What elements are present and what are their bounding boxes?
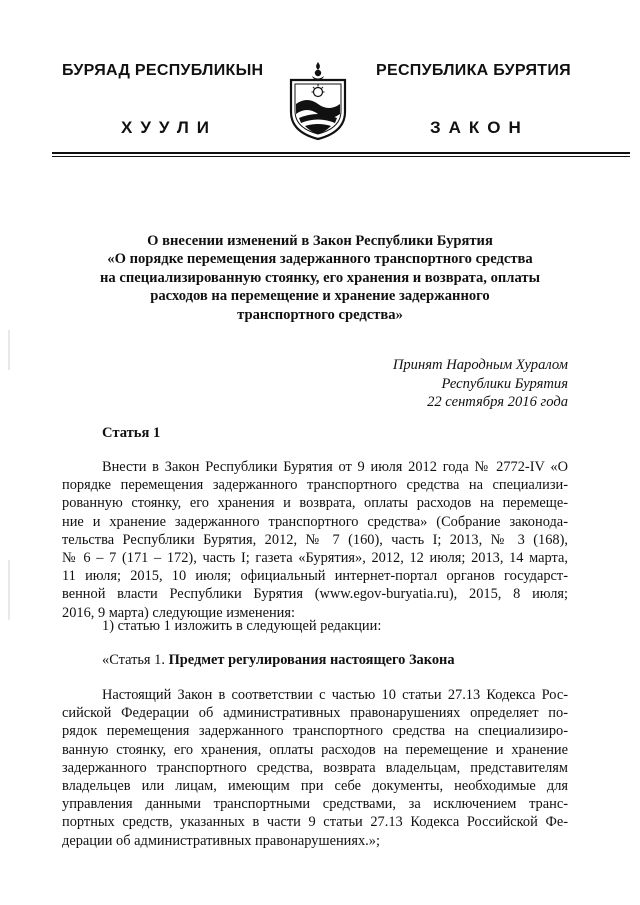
quoted-paragraph xyxy=(62,686,568,850)
header-left-title: БУРЯАД РЕСПУБЛИКЫН xyxy=(62,62,264,79)
text-line: рованную стоянку, его хранения и возврата, оплаты расходов на перемеще- xyxy=(62,495,568,512)
amendment-item xyxy=(62,617,568,635)
text-line: дерации об административных правонарушениях.»; xyxy=(62,832,380,849)
law-title xyxy=(70,232,570,324)
adoption-date: 22 сентября 2016 года xyxy=(427,394,568,410)
text-line: Внести в Закон Республики Бурятия от 9 июля 2012 года № 2772-IV «О xyxy=(102,459,568,475)
title-line: О внесении изменений в Закон Республики Бурятия xyxy=(147,233,493,249)
adoption-line: Республики Бурятия xyxy=(441,375,568,392)
text-line: 11 июля; 2015, 10 июля; официальный интернет-портал органов государст- xyxy=(62,568,568,585)
adoption-line: Принят Народным Хуралом xyxy=(392,357,568,373)
text-line: портных средств, указанных в части 9 статьи 27.13 Кодекса Российской Фе- xyxy=(62,814,568,831)
text-line: ние и хранение задержанного транспортного средства» (Собрание законода- xyxy=(62,513,568,530)
header-divider-thick xyxy=(52,152,630,154)
text-line: рядок перемещения задержанного транспортного средства на специализиро- xyxy=(62,723,568,740)
text-line: 2016, 9 марта) следующие изменения: xyxy=(62,604,295,621)
article-paragraph xyxy=(62,458,568,622)
header-left-subtitle: ХУУЛИ xyxy=(121,118,217,137)
text-line: 1) статью 1 изложить в следующей редакции: xyxy=(102,618,382,634)
scan-margin-mark xyxy=(8,560,10,620)
title-line: расходов на перемещение и хранение задержанного xyxy=(150,288,490,305)
scan-margin-mark xyxy=(8,330,10,370)
text-line xyxy=(62,651,568,669)
text-line: сийской Федерации об административных правонарушениях определяет по- xyxy=(62,705,568,722)
title-line: «О порядке перемещения задержанного транспортного средства xyxy=(107,251,533,268)
header-right-subtitle: ЗАКОН xyxy=(430,118,529,137)
text-line: венной власти Республики Бурятия (www.egov-buryatia.ru), 2015, 8 июля; xyxy=(62,586,568,603)
adoption-note xyxy=(393,356,568,412)
coat-of-arms-icon xyxy=(283,60,353,142)
title-line: на специализированную стоянку, его хранения и возврата, оплаты xyxy=(100,269,540,286)
text-line: ванную стоянку, его хранения, оплаты расходов на перемещение и хранение xyxy=(62,741,568,758)
text-line: Настоящий Закон в соответствии с частью 10 статьи 27.13 Кодекса Рос- xyxy=(102,687,568,703)
text-line: тельства Республики Бурятия, 2012, № 7 (160), часть I; 2013, № 3 (168), xyxy=(62,531,568,548)
text-line: № 6 – 7 (171 – 172), часть I; газета «Бурятия», 2012, 12 июля; 2013, 14 марта, xyxy=(62,549,568,566)
quoted-article-heading xyxy=(62,651,568,669)
text-line: порядке перемещения задержанного транспортного средства на специализи- xyxy=(62,477,568,494)
article-heading: Статья 1 xyxy=(102,425,161,441)
quoted-heading-prefix: «Статья 1. xyxy=(102,652,165,668)
title-line: транспортного средства» xyxy=(237,306,403,323)
text-line: управления данными транспортными средствами, за исключением транс- xyxy=(62,796,568,813)
quoted-heading-bold: Предмет регулирования настоящего Закона xyxy=(168,652,455,668)
text-line: задержанного транспортного средства, возврата владельцам, представителям xyxy=(62,759,568,776)
header-right-title: РЕСПУБЛИКА БУРЯТИЯ xyxy=(376,62,571,79)
text-line: владельцев или лицам, имеющим при себе документы, необходимые для xyxy=(62,777,568,794)
header-divider-thin xyxy=(52,156,630,157)
